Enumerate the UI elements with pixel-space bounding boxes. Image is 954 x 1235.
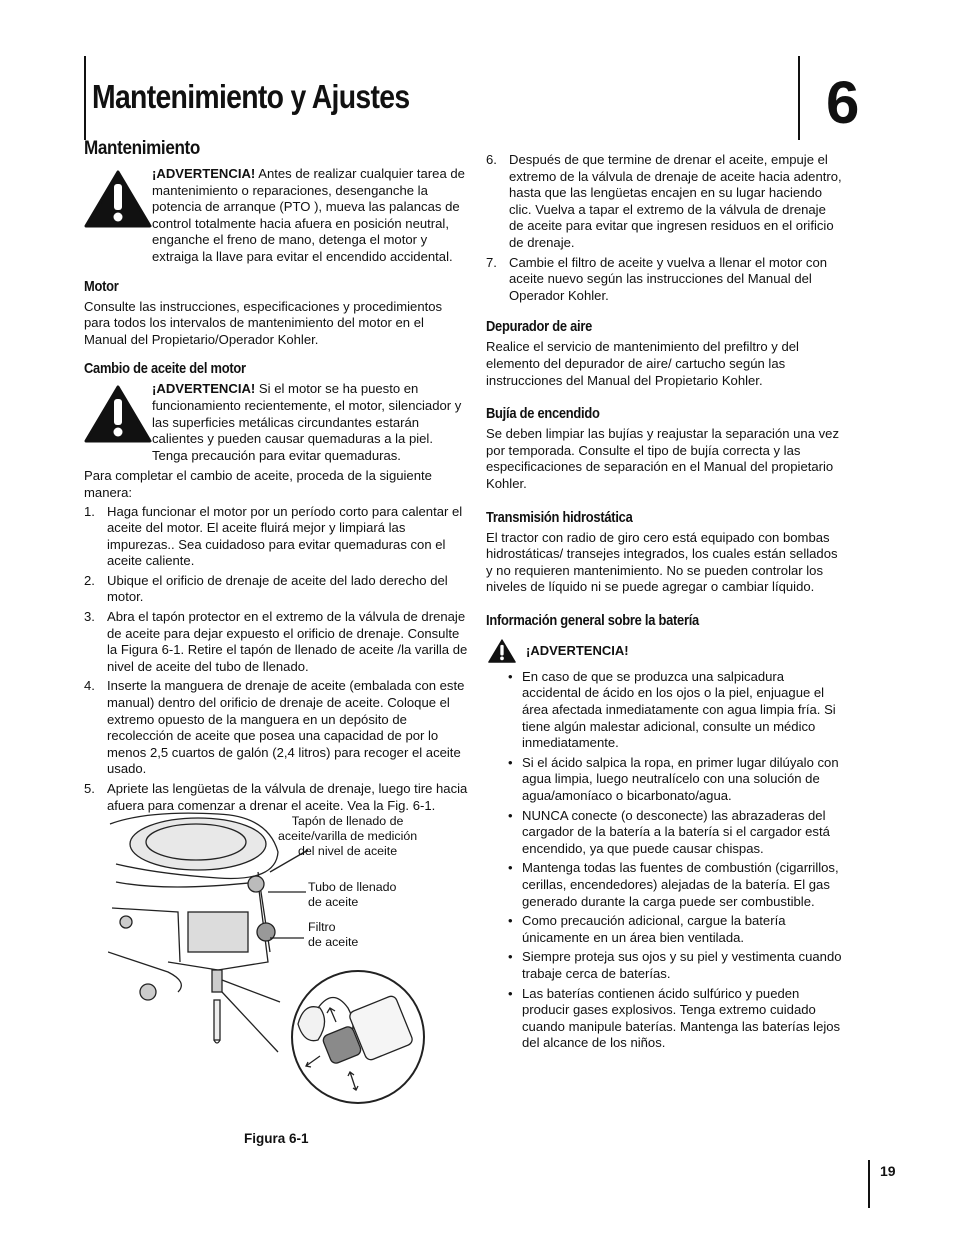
step-item (84, 504, 468, 570)
section-title-maintenance: Mantenimiento (84, 138, 200, 159)
figure-label-cap: Tapón de llenado de aceite/varilla de medición del nivel de aceite (278, 814, 418, 858)
bullet-dot: • (508, 985, 513, 1001)
warning-text-2 (152, 381, 468, 464)
step-text: Después de que termine de drenar el aceite, empuje el extremo de la válvula de drenaje de aceite hacia adentro, hasta que las lengüetas encajen en su lugar haciendo clic. Vuelva a tapar el extremo de la válvula de drenaje de aceite para evitar que ingresen residuos en el orificio de drenaje. (509, 152, 842, 250)
figure-label-oil-filter: Filtro de aceite (308, 920, 359, 949)
figure-caption: Figura 6-1 (244, 1131, 309, 1146)
hydrostatic-text: El tractor con radio de giro cero está equipado con bombas hidrostáticas/ transejes integrados, los cuales están sellados y no requieren mantenimiento. No se pueden controlar los niveles de líquido ni se puede agregar o cambiar líquido. (486, 529, 838, 595)
bullet-item (508, 860, 842, 910)
step-number: 1. (84, 503, 95, 519)
step-text: Abra el tapón protector en el extremo de la válvula de drenaje de aceite para dejar expuesto el orificio de drenaje. Consulte la Figura 6-1. Retire el tapón de llenado de aceite /la varilla de nivel de aceite del tubo de llenado. (107, 609, 468, 674)
warning-label-1: ¡ADVERTENCIA! (152, 166, 256, 181)
step-text: Inserte la manguera de drenaje de aceite (embalada con este manual) dentro del orificio de drenaje de aceite. Coloque el extremo opuesto de la manguera en un depósito de recolección de aceite que posea una capacidad de por lo menos 2,5 cuartos de galón (2,4 litros) para recoger el aceite usado. (107, 678, 465, 777)
warning-triangle-icon (488, 639, 516, 663)
bullet-dot: • (508, 913, 513, 929)
left-column (84, 138, 468, 817)
warning-body-2: Si el motor se ha puesto en funcionamiento recientemente, el motor, silenciador y las superficies metálicas circundantes estarán calientes y pueden causar quemaduras a la piel. Tenga precaución para evitar quemaduras. (152, 381, 462, 463)
spark-plug-text: Se deben limpiar las bujías y reajustar la separación una vez por temporada. Consulte el tipo de bujía correcta y las especificaciones de separación en el Manual del propietario Kohler. (486, 426, 840, 491)
warning-triangle-icon (84, 170, 152, 228)
heading-motor: Motor (84, 277, 119, 295)
footer-rule (868, 1160, 870, 1208)
step-text: Apriete las lengüetas de la válvula de drenaje, luego tire hacia afuera para comenzar a drenar el aceite. Vea la Fig. 6-1. (107, 781, 468, 813)
battery-warning-label: ¡ADVERTENCIA! (526, 643, 629, 659)
bullet-text: Como precaución adicional, cargue la batería únicamente en un área bien ventilada. (522, 913, 786, 945)
step-text: Cambie el filtro de aceite y vuelva a llenar el motor con aceite nuevo según las instrucciones del Manual del Operador Kohler. (509, 254, 828, 303)
bullet-text: Las baterías contienen ácido sulfúrico y pueden producir gases explosivos. Tenga extremo cuidado cuando manipule baterías. Mantenga las baterías lejos del alcance de los niños. (522, 985, 841, 1051)
bullet-dot: • (508, 754, 513, 770)
bullet-item (508, 755, 842, 805)
header-rule-right (798, 56, 800, 140)
warning-triangle-icon (84, 385, 152, 443)
step-item (84, 781, 468, 814)
step-number: 4. (84, 678, 95, 694)
bullet-item (508, 669, 842, 752)
battery-warning (488, 639, 842, 663)
heading-air-filter: Depurador de aire (486, 318, 593, 336)
oil-change-steps-continued (486, 152, 842, 304)
heading-oil-change: Cambio de aceite del motor (84, 360, 246, 378)
bullet-item (508, 949, 842, 982)
warning-block-1 (84, 166, 468, 266)
bullet-text: Si el ácido salpica la ropa, en primer lugar dilúyalo con agua limpia, luego neutralícelo con una solución de agua/amoníaco o bicarbonato/agua. (522, 754, 839, 804)
warning-label-2: ¡ADVERTENCIA! (152, 381, 256, 397)
bullet-dot: • (508, 807, 513, 823)
oil-change-steps (84, 504, 468, 815)
step-item (84, 609, 468, 675)
warning-text-1 (152, 166, 468, 266)
bullet-dot: • (508, 860, 513, 876)
heading-spark-plug: Bujía de encendido (486, 405, 600, 423)
bullet-text: En caso de que se produzca una salpicadura accidental de ácido en los ojos o la piel, enjuague el área afectada inmediatamente con agua limpia fría. Si tiene algún malestar adicional, consulte un médico inmediatamente. (522, 668, 836, 751)
heading-hydrostatic: Transmisión hidrostática (486, 508, 633, 526)
bullet-dot: • (508, 949, 513, 965)
step-item (84, 573, 468, 606)
step-item (486, 255, 842, 305)
step-number: 7. (486, 254, 497, 270)
warning-block-2 (84, 381, 468, 464)
step-number: 6. (486, 152, 497, 167)
step-item (486, 152, 842, 252)
chapter-title: Mantenimiento y Ajustes (92, 78, 410, 115)
figure-6-1 (108, 812, 468, 1112)
warning-body-1: Antes de realizar cualquier tarea de mantenimiento o reparaciones, desenganche la potencia de arranque (PTO ), mueva las palancas de control totalmente hacia afuera en posición neutral, enganche el freno de mano, detenga el motor y extraiga la llave para evitar el encendido accidental. (152, 166, 465, 264)
step-number: 2. (84, 572, 95, 588)
step-item (84, 678, 468, 778)
motor-text: Consulte las instrucciones, especificaciones y procedimientos para todos los intervalos de mantenimiento del motor en el Manual del Propietario/Operador Kohler. (84, 298, 443, 347)
step-number: 3. (84, 609, 95, 625)
bullet-item (508, 913, 842, 946)
oil-change-intro: Para completar el cambio de aceite, proceda de la siguiente manera: (84, 468, 432, 500)
header-rule-left (84, 56, 86, 140)
heading-battery: Información general sobre la batería (486, 611, 699, 629)
bullet-dot: • (508, 668, 513, 684)
chapter-number: 6 (826, 69, 860, 136)
bullet-item (508, 808, 842, 858)
bullet-item (508, 986, 842, 1052)
bullet-text: NUNCA conecte (o desconecte) las abrazaderas del cargador de la batería a la batería si el cargador está encendido, ya que puede causar chispas. (522, 807, 830, 856)
battery-warning-list (486, 669, 842, 1052)
bullet-text: Siempre proteja sus ojos y su piel y vestimenta cuando trabaje cerca de baterías. (522, 949, 842, 981)
bullet-text: Mantenga todas las fuentes de combustión (cigarrillos, cerillas, encendedores) alejadas de la batería. El gas generado durante la carga puede ser combustible. (522, 860, 839, 909)
air-filter-text: Realice el servicio de mantenimiento del prefiltro y del elemento del depurador de aire/ cartucho según las instrucciones del Manual del Propietario Kohler. (486, 339, 799, 388)
step-text: Haga funcionar el motor por un período corto para calentar el aceite del motor. El aceite fluirá mejor y limpiará las impurezas.. Sea cuidadoso para evitar quemaduras con el aceite caliente. (107, 503, 463, 569)
page-number: 19 (880, 1163, 896, 1179)
figure-label-fill-tube: Tubo de llenado de aceite (308, 880, 397, 909)
right-column (486, 152, 842, 1055)
step-number: 5. (84, 781, 95, 796)
step-text: Ubique el orificio de drenaje de aceite del lado derecho del motor. (107, 572, 448, 605)
